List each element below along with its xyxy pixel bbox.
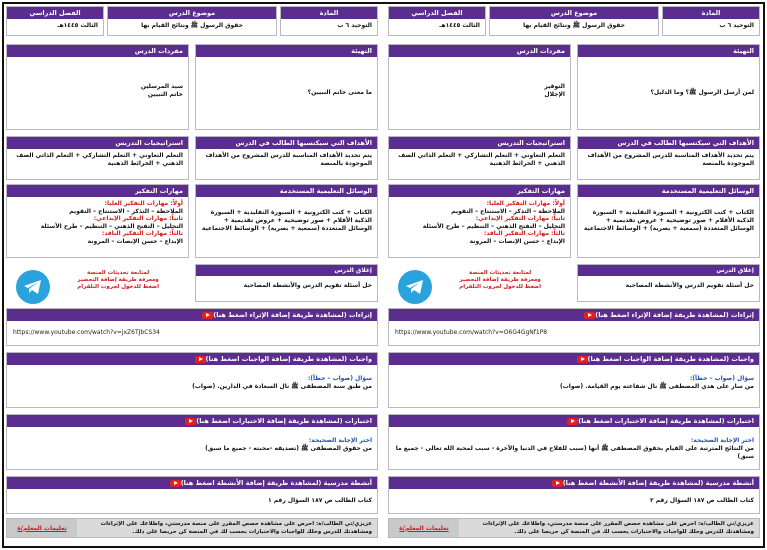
instructions-text: عزيزي/تي الطالب/ة: احرص على مشاهدة حصص المقرر على منصة مدرستي، واطلاعك على الإثراءات ومشاهدتك للدرس وحلك للواجبات والاختبارات يحسب لك في المنصة كن حريصا على ذلك. (100, 521, 372, 535)
tests-section (388, 414, 760, 470)
section-label-text: اختبارات (لمشاهدة طريقة إضافة الاختبارات اضغط هنا) (196, 417, 372, 425)
warmup-cell (195, 44, 378, 130)
activities-text: كتاب الطالب ص ١٨٧ السؤال رقم ١ (267, 497, 372, 504)
strategies-cell (388, 136, 571, 180)
skills-heading: أولاً: مهارات التفكير العليا: (486, 200, 565, 207)
objectives-label: الأهداف التي سيكتسبها الطالب في الدرس (578, 137, 759, 149)
aids-cell (195, 184, 378, 258)
activities-label[interactable] (7, 477, 377, 489)
section-label-text: إثراءات (لمشاهدة طريقة إضافة الإثراء اضغط هنا) (595, 311, 754, 319)
topic-value: حقوق الرسول ﷺ ونتائج القيام بها (141, 22, 243, 29)
skills-heading: ثالثاً: مهارات التفكير الناقد: (101, 230, 183, 238)
strategies-text: التعلم التعاوني + التعلم التشاركي + التعلم الذاتي الصف الذهني + الخرائط الذهنية (16, 152, 183, 167)
section-label-text: واجبات (لمشاهدة طريقة إضافة الواجبات اضغط هنا) (587, 355, 754, 363)
section-label-text: إثراءات (لمشاهدة طريقة إضافة الإثراء اضغط هنا) (213, 311, 372, 319)
homework-text: من طبق سنة المصطفى ﷺ نال السعادة في الدارين. (صواب) (192, 383, 372, 390)
objectives-label: الأهداف التي سيكتسبها الطالب في الدرس (196, 137, 377, 149)
aids-label: الوسائل التعليمية المستخدمة (578, 185, 759, 197)
warmup-text: ما معنى خاتم النبيين؟ (307, 89, 372, 96)
skills-line: التحليل – التفتح الذهني – التنظيم – طرح الأسئلة (422, 222, 565, 230)
activities-text: كتاب الطالب ص ١٨٧ السؤال رقم ٢ (649, 497, 754, 504)
objectives-cell (195, 136, 378, 180)
telegram-banner[interactable] (6, 264, 189, 302)
telegram-text: اضغط للدخول لجروب التلقرام (459, 284, 541, 290)
homework-label[interactable] (7, 353, 377, 365)
tests-question-type: اختر الإجابة الصحيحة: (308, 437, 372, 444)
lesson-plan-page-2 (6, 6, 378, 538)
warmup-cell (577, 44, 760, 130)
topic-cell (107, 6, 277, 36)
skills-line: الإبداع – حسن الإنصات – المرونة (87, 237, 183, 245)
enrichments-section (6, 308, 378, 346)
section-label-text: واجبات (لمشاهدة طريقة إضافة الواجبات اضغط هنا) (205, 355, 372, 363)
vocab-label: مفردات الدرس (389, 45, 570, 57)
closing-cell (195, 264, 378, 302)
telegram-banner[interactable] (388, 264, 571, 302)
strategies-label: استراتيجيات التدريس (7, 137, 188, 149)
section-label-text: أنشطة مدرسية (لمشاهدة طريقة إضافة الأنشطة اضغط هنا) (180, 479, 372, 487)
homework-section (6, 352, 378, 408)
subject-cell (280, 6, 378, 36)
skills-line: التحليل – التفتح الذهني – التنظيم – طرح الأسئلة (40, 222, 183, 230)
enrichments-label[interactable] (389, 309, 759, 321)
semester-value: الثالث ١٤٤٥هـ (439, 22, 480, 29)
vocab-item: خاتم النبيين (147, 91, 183, 98)
subject-label: المادة (281, 7, 377, 19)
warmup-label: التهيئة (196, 45, 377, 57)
skills-line: الإبداع – حسن الإنصات – المرونة (469, 237, 565, 245)
instructions-text: عزيزي/تي الطالب/ة: احرص على مشاهدة حصص المقرر على منصة مدرستي، واطلاعك على الإثراءات ومشاهدتك للدرس وحلك للواجبات والاختبارات يحسب لك في المنصة كن حريصا على ذلك. (482, 521, 754, 535)
warmup-text: لمن أرسل الرسول ﷺ؟ وما الدليل؟ (650, 89, 754, 96)
skills-heading: ثالثاً: مهارات التفكير الناقد: (483, 230, 565, 238)
aids-label: الوسائل التعليمية المستخدمة (196, 185, 377, 197)
vocab-item: التوقير (544, 83, 565, 90)
telegram-text: لمتابعة تحديثات المنصة (469, 270, 532, 276)
aids-cell (577, 184, 760, 258)
homework-section (388, 352, 760, 408)
tests-label[interactable] (7, 415, 377, 427)
vocab-item: سيد المرسلين (140, 83, 183, 90)
warmup-label: التهيئة (578, 45, 759, 57)
objectives-text: يتم تحديد الأهداف المناسبة للدرس المشروح من الأهداف الموجودة بالمنصة (587, 152, 754, 167)
tests-text: من النتائج المترتبة على القيام بحقوق المصطفى ﷺ أنها (سبب للفلاح في الدنيا والآخرة - سبب لمحبة الله تعالى - جميع ما سبق) (395, 445, 754, 460)
closing-text: حل أسئلة تقويم الدرس والأنشطة المصاحبة (625, 282, 754, 289)
instructions-label: تعليمات المعلم/ة (389, 519, 459, 537)
activities-section (388, 476, 760, 514)
homework-label[interactable] (389, 353, 759, 365)
objectives-cell (577, 136, 760, 180)
semester-label: الفصل الدراسي (389, 7, 485, 19)
vocab-cell (388, 44, 571, 130)
tests-section (6, 414, 378, 470)
activities-label[interactable] (389, 477, 759, 489)
homework-question-type: سؤال (صواب – خطأ): (689, 375, 754, 382)
youtube-icon[interactable] (195, 356, 206, 363)
tests-text: من حقوق المصطفى ﷺ (تصديقه -محبته - جميع ما سبق) (205, 445, 372, 452)
tests-question-type: اختر الإجابة الصحيحة: (690, 437, 754, 444)
youtube-icon[interactable] (577, 356, 588, 363)
instructions-label: تعليمات المعلم/ة (7, 519, 77, 537)
telegram-icon[interactable] (16, 270, 50, 304)
closing-label: إغلاق الدرس (196, 265, 377, 276)
subject-cell (662, 6, 760, 36)
enrichment-url[interactable]: https://www.youtube.com/watch?v=O6G4GgNf1P8 (395, 329, 548, 336)
vocab-item: الإجلال (544, 91, 565, 98)
telegram-text: لمتابعة تحديثات المنصة (87, 270, 150, 276)
semester-label: الفصل الدراسي (7, 7, 103, 19)
enrichments-section (388, 308, 760, 346)
topic-value: حقوق الرسول ﷺ ونتائج القيام بها (523, 22, 625, 29)
youtube-icon[interactable] (567, 418, 578, 425)
homework-text: من سار على هدي المصطفى ﷺ نال شفاعته يوم القيامة. (صواب) (560, 383, 754, 390)
subject-value: التوحيد ٦ ب (337, 22, 372, 29)
telegram-text: ومعرفة طريقة إضافة التحضير (77, 277, 159, 283)
strategies-cell (6, 136, 189, 180)
homework-question-type: سؤال (صواب – خطأ): (307, 375, 372, 382)
youtube-icon[interactable] (202, 312, 213, 319)
closing-label: إغلاق الدرس (578, 265, 759, 276)
skills-cell (6, 184, 189, 258)
telegram-icon[interactable] (398, 270, 432, 304)
aids-text: الكتاب + كتب الكترونية + السبورة التقليدية + السبورة الذكية الأقلام + صور توضيحية + عروض تقديمية + الوسائل المتعددة (سمعية + بصرية) + الوسائط الاجتماعية (201, 209, 372, 232)
subject-label: المادة (663, 7, 759, 19)
skills-line: الملاحظة – التذكر – الاستنتاج – التقويم (69, 207, 183, 215)
youtube-icon[interactable] (170, 480, 181, 487)
closing-text: حل أسئلة تقويم الدرس والأنشطة المصاحبة (243, 282, 372, 289)
strategies-text: التعلم التعاوني + التعلم التشاركي + التعلم الذاتي الصف الذهني + الخرائط الذهنية (398, 152, 565, 167)
skills-heading: أولاً: مهارات التفكير العليا: (104, 200, 183, 207)
skills-heading: ثانياً: مهارات التفكير الإبداعي: (475, 215, 565, 223)
enrichments-label[interactable] (7, 309, 377, 321)
topic-label: موضوع الدرس (490, 7, 658, 19)
subject-value: التوحيد ٦ ب (719, 22, 754, 29)
semester-cell (388, 6, 486, 36)
skills-heading: ثانياً: مهارات التفكير الإبداعي: (93, 215, 183, 223)
semester-value: الثالث ١٤٤٥هـ (57, 22, 98, 29)
vocab-label: مفردات الدرس (7, 45, 188, 57)
topic-label: موضوع الدرس (108, 7, 276, 19)
skills-line: الملاحظة – التذكر – الاستنتاج – التقويم (451, 207, 565, 215)
semester-cell (6, 6, 104, 36)
telegram-text: ومعرفة طريقة إضافة التحضير (459, 277, 541, 283)
skills-label: مهارات التفكير (7, 185, 188, 197)
section-label-text: أنشطة مدرسية (لمشاهدة طريقة إضافة الأنشطة اضغط هنا) (562, 479, 754, 487)
closing-cell (577, 264, 760, 302)
objectives-text: يتم تحديد الأهداف المناسبة للدرس المشروح من الأهداف الموجودة بالمنصة (205, 152, 372, 167)
youtube-icon[interactable] (552, 480, 563, 487)
strategies-label: استراتيجيات التدريس (389, 137, 570, 149)
youtube-icon[interactable] (185, 418, 196, 425)
tests-label[interactable] (389, 415, 759, 427)
lesson-plan-page-1 (388, 6, 760, 538)
activities-section (6, 476, 378, 514)
enrichment-url[interactable]: https://www.youtube.com/watch?v=jxZ6TJbCS34 (13, 329, 160, 336)
skills-label: مهارات التفكير (389, 185, 570, 197)
topic-cell (489, 6, 659, 36)
youtube-icon[interactable] (584, 312, 595, 319)
skills-cell (388, 184, 571, 258)
aids-text: الكتاب + كتب الكترونية + السبورة التقليدية + السبورة الذكية الأقلام + صور توضيحية + عروض تقديمية + الوسائل المتعددة (سمعية + بصرية) + الوسائط الاجتماعية (583, 209, 754, 232)
telegram-text: اضغط للدخول لجروب التلقرام (77, 284, 159, 290)
section-label-text: اختبارات (لمشاهدة طريقة إضافة الاختبارات اضغط هنا) (578, 417, 754, 425)
vocab-cell (6, 44, 189, 130)
